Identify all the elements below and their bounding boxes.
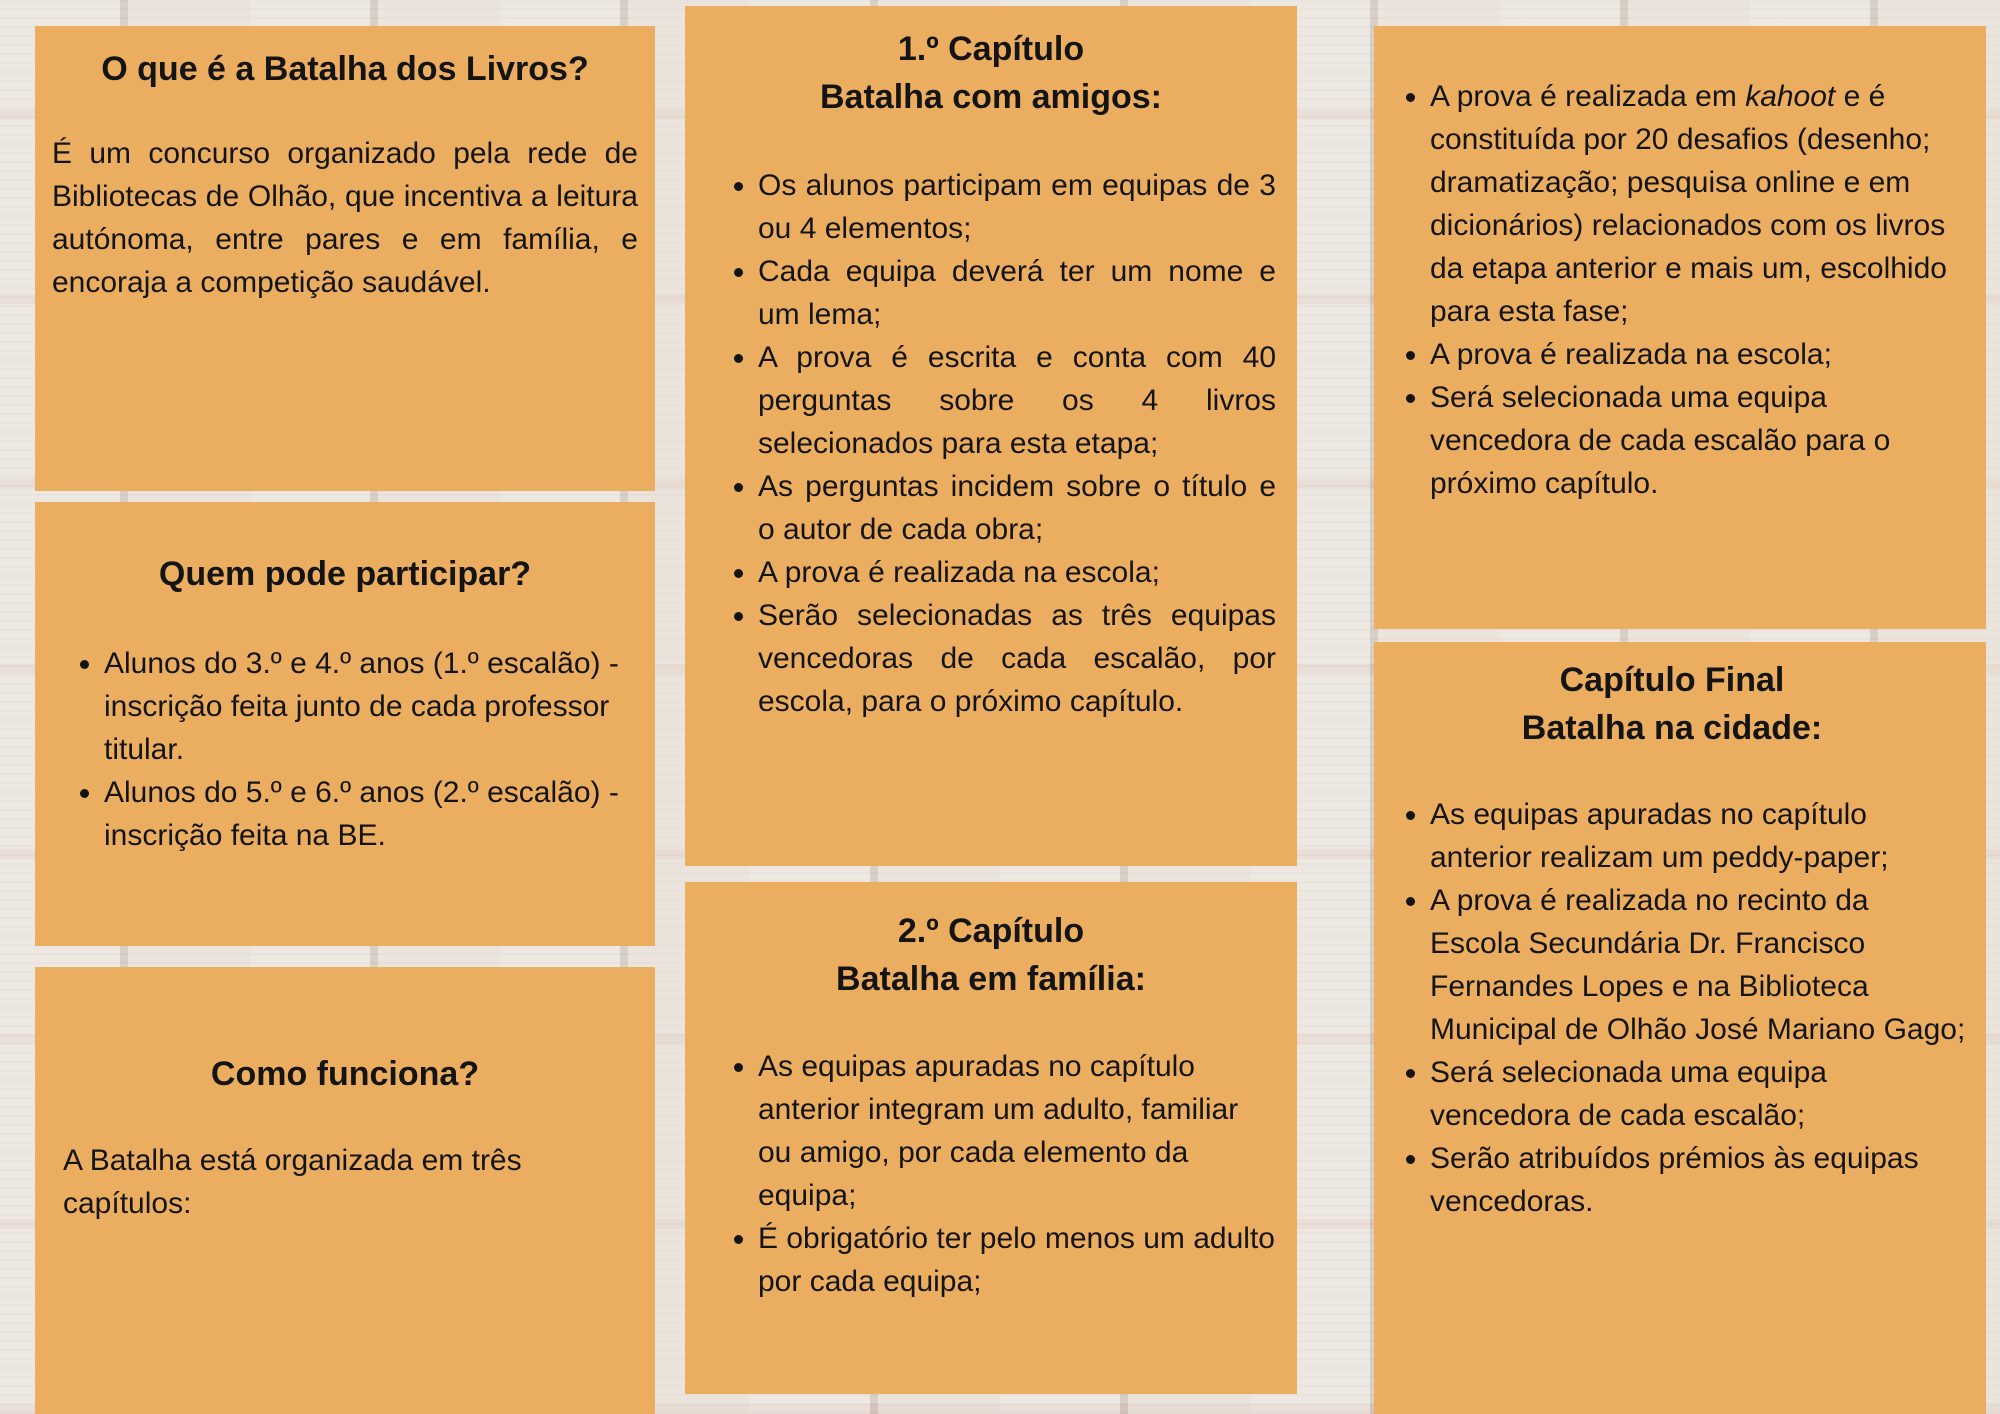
list-item: • Alunos do 5.º e 6.º anos (2.º escalão) - inscrição feita na BE. — [104, 771, 638, 857]
list-item: • As equipas apuradas no capítulo anterior integram um adulto, familiar ou amigo, por cada elemento da equipa; — [758, 1045, 1276, 1217]
how-text: A Batalha está organizada em três capítulos: — [63, 1144, 522, 1220]
final-title — [1378, 656, 1966, 752]
chapter1-title — [706, 25, 1276, 121]
final-title-line2: Batalha na cidade: — [1521, 709, 1823, 747]
list-item: • Alunos do 3.º e 4.º anos (1.º escalão) - inscrição feita junto de cada professor titular. — [104, 642, 638, 771]
intro-panel — [35, 26, 655, 491]
intro-text: É um concurso organizado pela rede de Bibliotecas de Olhão, que incentiva a leitura autónoma, entre pares e em família, e encoraja a competição saudável. — [52, 137, 638, 299]
list-item: • As equipas apuradas no capítulo anterior realizam um peddy-paper; — [1430, 793, 1966, 879]
list-item: • A prova é realizada no recinto da Escola Secundária Dr. Francisco Fernandes Lopes e na Biblioteca Municipal de Olhão José Mariano Gago; — [1430, 879, 1966, 1051]
list-item: • A prova é realizada na escola; — [1430, 333, 1966, 376]
list-item: • Cada equipa deverá ter um nome e um lema; — [758, 250, 1276, 336]
list-item: • É obrigatório ter pelo menos um adulto por cada equipa; — [758, 1217, 1276, 1303]
chapter2-title-line2: Batalha em família: — [836, 960, 1146, 998]
list-item: • Os alunos participam em equipas de 3 ou 4 elementos; — [758, 164, 1276, 250]
list-item — [1430, 75, 1966, 333]
chapter1-title-line1: 1.º Capítulo — [897, 30, 1085, 68]
list-item: • A prova é realizada na escola; — [758, 551, 1276, 594]
how-panel — [35, 967, 655, 1414]
list-item: • Será selecionada uma equipa vencedora de cada escalão; — [1430, 1051, 1966, 1137]
chapter1-panel — [685, 6, 1297, 866]
item-text: A prova é realizada em — [1430, 80, 1746, 113]
list-item: • A prova é escrita e conta com 40 perguntas sobre os 4 livros selecionados para esta etapa; — [758, 336, 1276, 465]
chapter2-title-line1: 2.º Capítulo — [897, 912, 1085, 950]
chapter1-title-line2: Batalha com amigos: — [820, 78, 1162, 116]
chapter1-list — [706, 164, 1276, 723]
final-list — [1378, 793, 1966, 1223]
chapter2-panel — [685, 882, 1297, 1394]
item-text: e é constituída por 20 desafios (desenho; dramatização; pesquisa online e em dicionários) relacionados com os livros da etapa anterior e mais um, escolhido para esta fase; — [1430, 80, 1947, 328]
list-item: • Serão atribuídos prémios às equipas vencedoras. — [1430, 1137, 1966, 1223]
participants-panel — [35, 502, 655, 946]
chapter2-continued-panel — [1374, 26, 1986, 629]
participants-list — [52, 642, 638, 857]
final-title-line1: Capítulo Final — [1559, 661, 1785, 699]
chapter2-title — [706, 907, 1276, 1003]
list-item: • As perguntas incidem sobre o título e o autor de cada obra; — [758, 465, 1276, 551]
how-title: Como funciona? — [210, 1055, 480, 1093]
list-item: • Serão selecionadas as três equipas vencedoras de cada escalão, por escola, para o próximo capítulo. — [758, 594, 1276, 723]
chapter2-list — [706, 1045, 1276, 1303]
chapter2-continued-list — [1378, 75, 1966, 505]
final-panel — [1374, 642, 1986, 1414]
participants-title: Quem pode participar? — [158, 555, 532, 593]
intro-title: O que é a Batalha dos Livros? — [101, 50, 589, 88]
kahoot-term: kahoot — [1745, 80, 1836, 113]
list-item: • Será selecionada uma equipa vencedora de cada escalão para o próximo capítulo. — [1430, 376, 1966, 505]
